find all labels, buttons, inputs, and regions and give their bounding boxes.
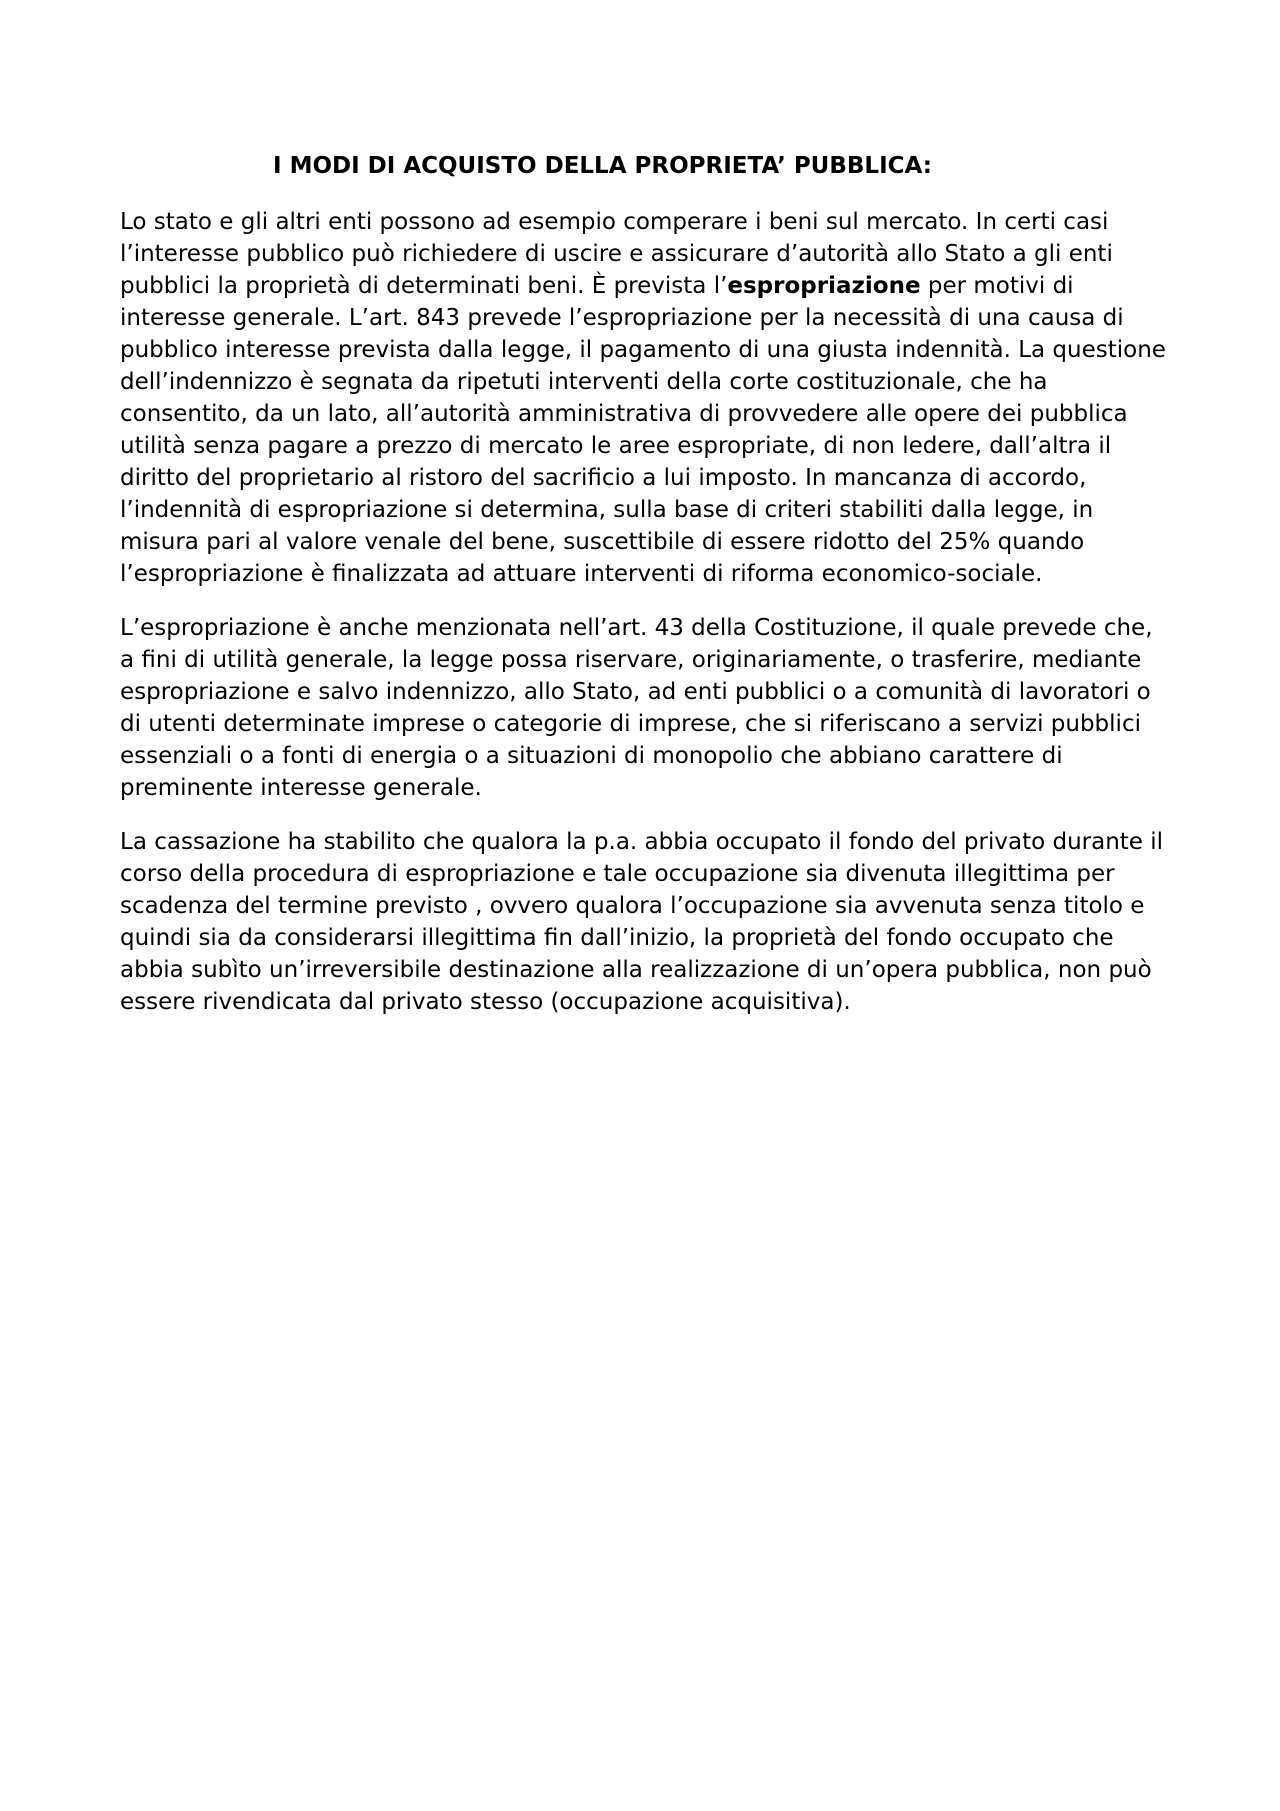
- paragraph-purchase-expropriation: [120, 206, 1170, 590]
- paragraph-cassazione: La cassazione ha stabilito che qualora la p.a. abbia occupato il fondo del privato durante il corso della procedura di espropriazione e tale occupazione sia divenuta illegittima per scadenza del termine previsto , ovvero qualora l’occupazione sia avvenuta senza titolo e quindi sia da considerarsi illegittima fin dall’inizio, la proprietà del fondo occupato che abbia subìto un’irreversibile destinazione alla realizzazione di un’opera pubblica, non può essere rivendicata dal privato stesso (occupazione acquisitiva).: [120, 829, 1164, 1015]
- bold-term-espropriazione: espropriazione: [727, 273, 921, 299]
- paragraph-1-text-start: Lo stato e gli altri enti possono ad esempio comperare i beni sul mercato. In certi casi l’interesse pubblico può richiedere di uscire e assicurare d’autorità allo Stato a gli enti pubblici la proprietà di determinati beni. È prevista l’: [120, 209, 1113, 299]
- paragraph-constitution-art-43: L’espropriazione è anche menzionata nell’art. 43 della Costituzione, il quale prevede che, a fini di utilità generale, la legge possa riservare, originariamente, o trasferire, mediante espropriazione e salvo indennizzo, allo Stato, ad enti pubblici o a comunità di lavoratori o di utenti determinate imprese o categorie di imprese, che si riferiscano a servizi pubblici essenziali o a fonti di energia o a situazioni di monopolio che abbiano carattere di preminente interesse generale.: [120, 615, 1153, 801]
- document-title: I MODI DI ACQUISTO DELLA PROPRIETA’ PUBBLICA:: [273, 153, 932, 179]
- document-body: [120, 150, 1170, 1040]
- paragraph-1-text-end: per motivi di interesse generale. L’art. 843 prevede l’espropriazione per la necessità di una causa di pubblico interesse prevista dalla legge, il pagamento di una giusta indennità. La questione dell’indennizzo è segnata da ripetuti interventi della corte costituzionale, che ha consentito, da un lato, all’autorità amministrativa di provvedere alle opere dei pubblica utilità senza pagare a prezzo di mercato le aree espropriate, di non ledere, dall’altra il diritto del proprietario al ristoro del sacrificio a lui imposto. In mancanza di accordo, l’indennità di espropriazione si determina, sulla base di criteri stabiliti dalla legge, in misura pari al valore venale del bene, suscettibile di essere ridotto del 25% quando l’espropriazione è finalizzata ad attuare interventi di riforma economico-sociale.: [120, 273, 1166, 587]
